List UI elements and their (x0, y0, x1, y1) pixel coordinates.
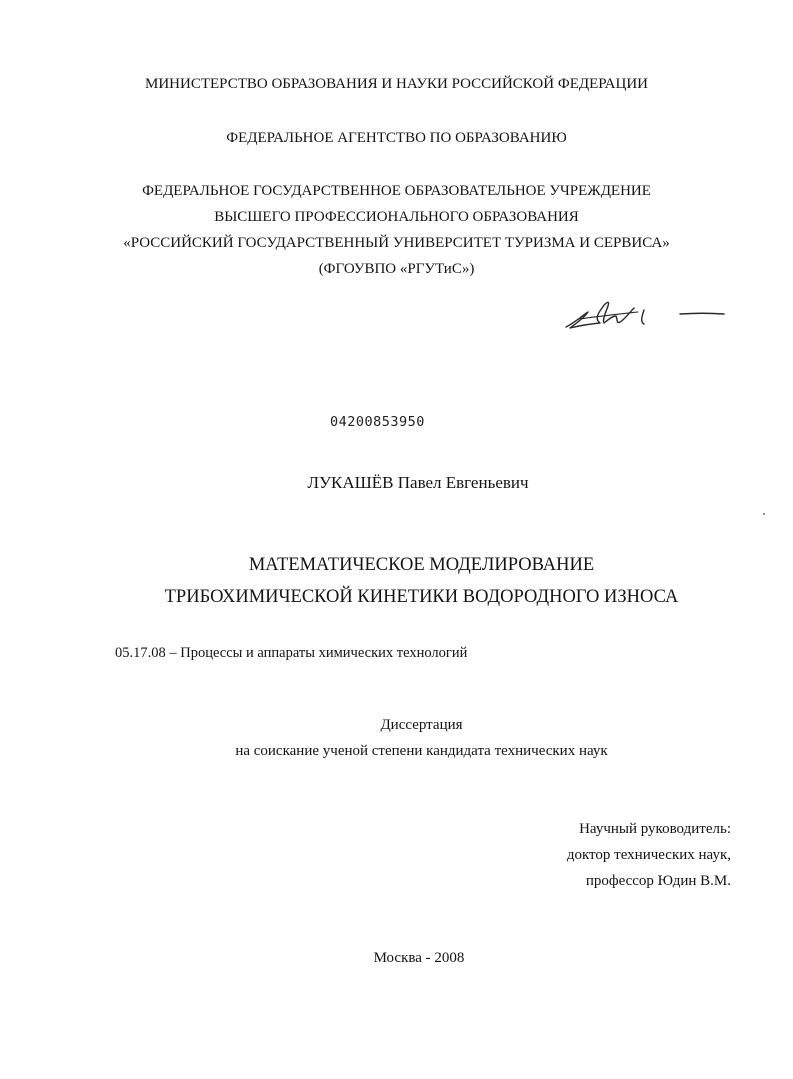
scan-speck (763, 513, 765, 515)
author-name: ЛУКАШЁВ Павел Евгеньевич (307, 473, 529, 492)
work-type: Диссертация (380, 717, 463, 733)
supervisor-label: Научный руководитель: (579, 821, 731, 837)
institution-line-1: ФЕДЕРАЛЬНОЕ ГОСУДАРСТВЕННОЕ ОБРАЗОВАТЕЛЬНОЕ УЧРЕЖДЕНИЕ (142, 183, 651, 199)
degree-sought: на соискание ученой степени кандидата технических наук (235, 743, 608, 759)
specialty-code: 05.17.08 – Процессы и аппараты химических технологий (115, 645, 468, 661)
supervisor-name: профессор Юдин В.М. (585, 873, 731, 889)
handwritten-signature (560, 290, 730, 340)
registration-number: 04200853950 (330, 414, 425, 430)
ministry-heading: МИНИСТЕРСТВО ОБРАЗОВАНИЯ И НАУКИ РОССИЙСКОЙ ФЕДЕРАЦИИ (145, 76, 648, 92)
institution-line-3: «РОССИЙСКИЙ ГОСУДАРСТВЕННЫЙ УНИВЕРСИТЕТ ТУРИЗМА И СЕРВИСА» (123, 235, 670, 251)
supervisor-degree: доктор технических наук, (566, 847, 731, 863)
city-year: Москва - 2008 (373, 950, 465, 966)
institution-line-2: ВЫСШЕГО ПРОФЕССИОНАЛЬНОГО ОБРАЗОВАНИЯ (214, 209, 579, 225)
institution-abbreviation: (ФГОУВПО «РГУТиС») (318, 261, 475, 277)
agency-heading: ФЕДЕРАЛЬНОЕ АГЕНТСТВО ПО ОБРАЗОВАНИЮ (226, 130, 567, 146)
dissertation-title-line-1: МАТЕМАТИЧЕСКОЕ МОДЕЛИРОВАНИЕ (248, 555, 595, 575)
dissertation-title-line-2: ТРИБОХИМИЧЕСКОЙ КИНЕТИКИ ВОДОРОДНОГО ИЗНОСА (164, 587, 679, 607)
